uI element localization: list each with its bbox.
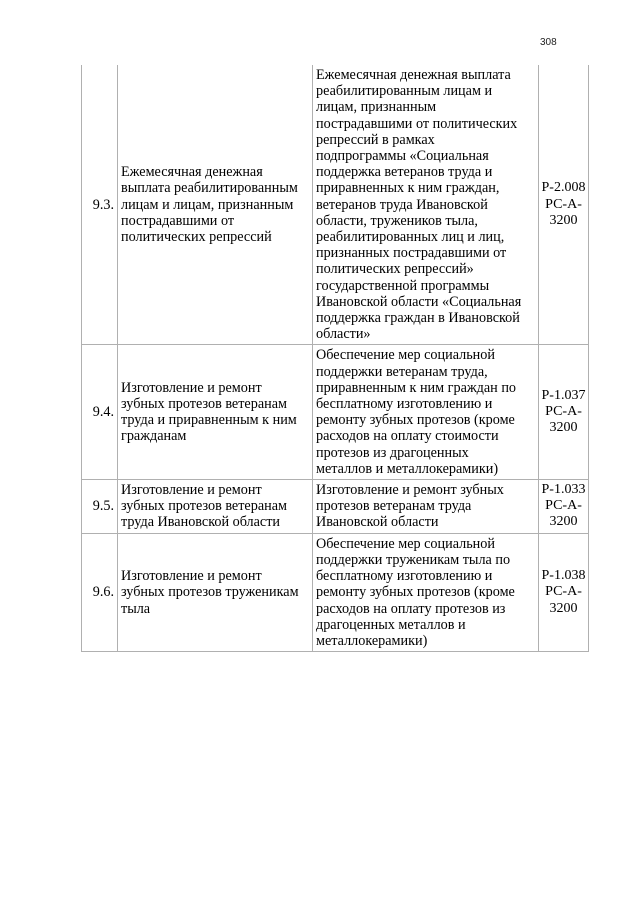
service-name-cell-line: Ежемесячная денежная	[121, 164, 263, 181]
service-description-cell-line: протезов ветеранам труда	[316, 498, 472, 515]
service-name-cell-line: зубных протезов труженикам	[121, 584, 299, 601]
row-number-cell: 9.3.	[82, 65, 118, 345]
service-description-cell-line: драгоценных металлов и	[316, 616, 466, 633]
service-description-cell-line: протезов из драгоценных	[316, 444, 469, 461]
service-description-cell-line: ремонту зубных протезов (кроме	[316, 412, 515, 429]
service-description-cell-line: бесплатному изготовлению и	[316, 568, 493, 585]
services-table	[81, 65, 589, 652]
service-name-cell-line: тыла	[121, 600, 151, 617]
service-description-cell	[313, 533, 539, 651]
service-code-cell-line: 3200	[549, 212, 578, 228]
service-description-cell-line: реабилитированным лицам и	[316, 83, 493, 100]
service-code-cell-line: РС-А-	[545, 584, 582, 600]
service-name-cell	[118, 345, 313, 480]
service-description-cell-line: металлокерамики)	[316, 632, 428, 649]
service-description-cell	[313, 65, 539, 345]
service-description-cell-line: бесплатному изготовлению и	[316, 396, 493, 413]
service-description-cell-line: приравненных к ним граждан,	[316, 180, 500, 197]
service-code-cell-line: РС-А-	[545, 196, 582, 212]
service-code-cell-line: Р-2.008	[541, 180, 586, 196]
service-description-cell-line: расходов на оплату стоимости	[316, 428, 499, 445]
service-name-cell-line: зубных протезов ветеранам	[121, 396, 287, 413]
service-name-cell-line: гражданам	[121, 428, 187, 445]
page-number: 308	[540, 37, 557, 48]
service-description-cell-line: области, тружеников тыла,	[316, 212, 478, 229]
service-description-cell-line: расходов на оплату протезов из	[316, 600, 506, 617]
service-description-cell-line: Ивановской области	[316, 514, 439, 531]
service-code-cell	[539, 533, 589, 651]
row-number-cell: 9.6.	[82, 533, 118, 651]
service-description-cell-line: реабилитированных лиц и лиц,	[316, 229, 505, 246]
table-row	[82, 533, 589, 651]
service-code-cell-line: Р-1.037	[541, 387, 586, 403]
service-code-cell	[539, 65, 589, 345]
service-name-cell-line: лицам и лицам, признанным	[121, 196, 294, 213]
service-code-cell-line: 3200	[549, 600, 578, 616]
service-description-cell-line: Ивановской области «Социальная	[316, 293, 522, 310]
table-body	[82, 65, 589, 652]
service-name-cell-line: Изготовление и ремонт	[121, 568, 262, 585]
service-name-cell	[118, 480, 313, 534]
service-code-cell-line: РС-А-	[545, 404, 582, 420]
table-row	[82, 480, 589, 534]
service-name-cell-line: пострадавшими от	[121, 212, 235, 229]
service-description-cell-line: металлов и металлокерамики)	[316, 460, 499, 477]
service-code-cell-line: РС-А-	[545, 498, 582, 514]
service-description-cell-line: репрессий в рамках	[316, 131, 435, 148]
service-name-cell-line: выплата реабилитированным	[121, 180, 298, 197]
service-description-cell-line: поддержки ветеранам труда,	[316, 363, 488, 380]
service-description-cell-line: Обеспечение мер социальной	[316, 535, 495, 552]
service-description-cell	[313, 480, 539, 534]
service-description-cell-line: Ежемесячная денежная выплата	[316, 67, 511, 83]
service-description-cell-line: поддержки труженикам тыла по	[316, 551, 511, 568]
service-name-cell-line: труда Ивановской области	[121, 514, 281, 531]
service-code-cell-line: Р-1.033	[541, 482, 586, 498]
service-code-cell-line: Р-1.038	[541, 568, 586, 584]
service-description-cell-line: Обеспечение мер социальной	[316, 347, 495, 364]
service-description-cell-line: пострадавшими от политических	[316, 115, 518, 132]
service-description-cell-line: области»	[316, 326, 371, 343]
row-number-cell: 9.4.	[82, 345, 118, 480]
service-description-cell-line: ремонту зубных протезов (кроме	[316, 584, 515, 601]
service-code-cell-line: 3200	[549, 514, 578, 530]
service-code-cell	[539, 480, 589, 534]
service-name-cell-line: зубных протезов ветеранам	[121, 498, 287, 515]
service-description-cell-line: лицам, признанным	[316, 99, 437, 116]
service-name-cell-line: Изготовление и ремонт	[121, 482, 262, 499]
service-description-cell-line: государственной программы	[316, 277, 490, 294]
service-description-cell-line: политических репрессий»	[316, 261, 474, 278]
service-description-cell-line: Изготовление и ремонт зубных	[316, 482, 504, 499]
table-row	[82, 345, 589, 480]
service-description-cell-line: подпрограммы «Социальная	[316, 148, 489, 165]
service-name-cell-line: труда и приравненным к ним	[121, 412, 297, 429]
service-description-cell-line: ветеранов труда Ивановской	[316, 196, 488, 213]
service-description-cell-line: поддержка ветеранов труда и	[316, 164, 493, 181]
service-name-cell	[118, 65, 313, 345]
table-row	[82, 65, 589, 345]
service-code-cell	[539, 345, 589, 480]
service-description-cell-line: приравненным к ним граждан по	[316, 379, 517, 396]
service-name-cell-line: политических репрессий	[121, 229, 272, 246]
service-name-cell	[118, 533, 313, 651]
service-description-cell	[313, 345, 539, 480]
service-description-cell-line: поддержка граждан в Ивановской	[316, 310, 520, 327]
service-name-cell-line: Изготовление и ремонт	[121, 379, 262, 396]
service-description-cell-line: признанных пострадавшими от	[316, 245, 507, 262]
service-code-cell-line: 3200	[549, 420, 578, 436]
row-number-cell: 9.5.	[82, 480, 118, 534]
